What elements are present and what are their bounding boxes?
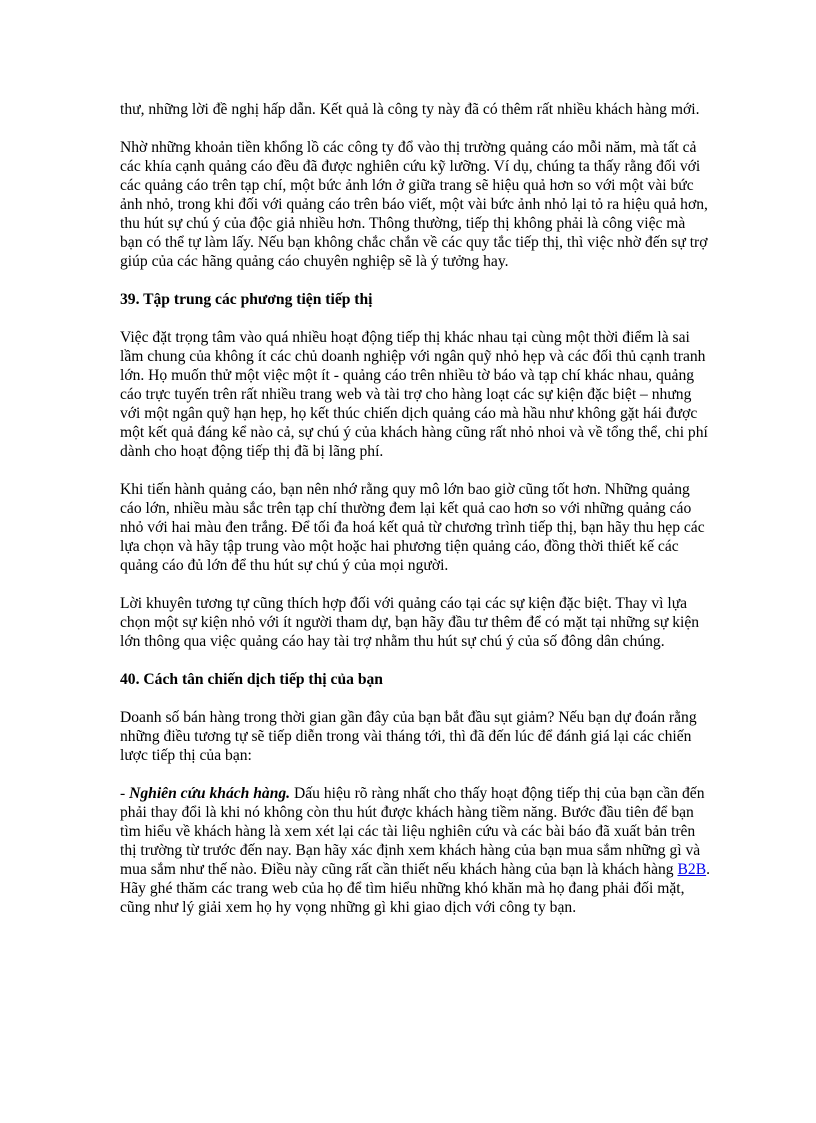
- section-40-heading: 40. Cách tân chiến dịch tiếp thị của bạn: [120, 671, 383, 688]
- section-40-bullet: [120, 784, 710, 917]
- section-39-paragraph-2: Khi tiến hành quảng cáo, bạn nên nhớ rằng quy mô lớn bao giờ cũng tốt hơn. Những quảng cáo lớn, nhiều màu sắc trên tạp chí thường đem lại kết quả cao hơn so với những quảng cáo nhỏ với hai màu đen trắng. Để tối đa hoá kết quả từ chương trình tiếp thị, bạn hãy thu hẹp các lựa chọn và hãy tập trung vào một hoặc hai phương tiện quảng cáo, đồng thời thiết kế các quảng cáo đủ lớn để thu hút sự chú ý của mọi người.: [120, 481, 705, 574]
- bullet-prefix: -: [120, 785, 130, 802]
- section-39-paragraph-3: Lời khuyên tương tự cũng thích hợp đối với quảng cáo tại các sự kiện đặc biệt. Thay vì lựa chọn một sự kiện nhỏ với ít người tham dự, bạn hãy đầu tư thêm để có mặt tại những sự kiện lớn thông qua việc quảng cáo hay tài trợ nhằm thu hút sự chú ý của số đông dân chúng.: [120, 595, 700, 650]
- bullet-text-after-link: . Hãy ghé thăm các trang web của họ để tìm hiểu những khó khăn mà họ đang phải đối mặt, cũng như lý giải xem họ hy vọng những gì khi giao dịch với công ty bạn.: [120, 861, 711, 916]
- section-39-paragraph-1: Việc đặt trọng tâm vào quá nhiều hoạt động tiếp thị khác nhau tại cùng một thời điểm là sai lầm chung của không ít các chủ doanh nghiệp với ngân quỹ nhỏ hẹp và các đối thủ cạnh tranh lớn. Họ muốn thử một việc một ít - quảng cáo trên nhiều tờ báo và tạp chí khác nhau, quảng cáo trực tuyến trên rất nhiều trang web và tài trợ cho hàng loạt các sự kiện đặc biệt – nhưng với một ngân quỹ hạn hẹp, họ kết thúc chiến dịch quảng cáo mà hầu như không gặt hái được một kết quả đáng kể nào cả, sự chú ý của khách hàng cũng rất nhỏ nhoi và về tổng thể, chi phí dành cho hoạt động tiếp thị đã bị lãng phí.: [120, 329, 708, 460]
- paragraph-intro-2: Nhờ những khoản tiền khổng lồ các công ty đổ vào thị trường quảng cáo mỗi năm, mà tất cả các khía cạnh quảng cáo đều đã được nghiên cứu kỹ lưỡng. Ví dụ, chúng ta thấy rằng đối với các quảng cáo trên tạp chí, một bức ảnh lớn ở giữa trang sẽ hiệu quả hơn so với một vài bức ảnh nhỏ, trong khi đối với quảng cáo trên báo viết, một vài bức ảnh nhỏ lại tỏ ra hiệu quả hơn, thu hút sự chú ý của độc giả nhiều hơn. Thông thường, tiếp thị không phải là công việc mà bạn có thể tự làm lấy. Nếu bạn không chắc chắn về các quy tắc tiếp thị, thì việc nhờ đến sự trợ giúp của các hãng quảng cáo chuyên nghiệp sẽ là ý tưởng hay.: [120, 139, 708, 270]
- bullet-term: Nghiên cứu khách hàng.: [129, 785, 291, 802]
- b2b-link[interactable]: B2B: [677, 861, 707, 878]
- section-39-heading: 39. Tập trung các phương tiện tiếp thị: [120, 291, 373, 308]
- paragraph-intro-1: thư, những lời đề nghị hấp dẫn. Kết quả là công ty này đã có thêm rất nhiều khách hàng mới.: [120, 101, 700, 118]
- section-40-intro: Doanh số bán hàng trong thời gian gần đây của bạn bắt đầu sụt giảm? Nếu bạn dự đoán rằng những điều tương tự sẽ tiếp diễn trong vài tháng tới, thì đã đến lúc để đánh giá lại các chiến lược tiếp thị của bạn:: [120, 709, 697, 764]
- document-page: [120, 100, 710, 936]
- bullet-text-before-link: Dấu hiệu rõ ràng nhất cho thấy hoạt động tiếp thị của bạn cần đến phải thay đổi là khi nó không còn thu hút được khách hàng tiềm năng. Bước đầu tiên để bạn tìm hiểu về khách hàng là xem xét lại các tài liệu nghiên cứu và các bài báo đã xuất bản trên thị trường từ trước đến nay. Bạn hãy xác định xem khách hàng của bạn mua sắm những gì và mua sắm như thế nào. Điều này cũng rất cần thiết nếu khách hàng của bạn là khách hàng: [120, 785, 705, 878]
